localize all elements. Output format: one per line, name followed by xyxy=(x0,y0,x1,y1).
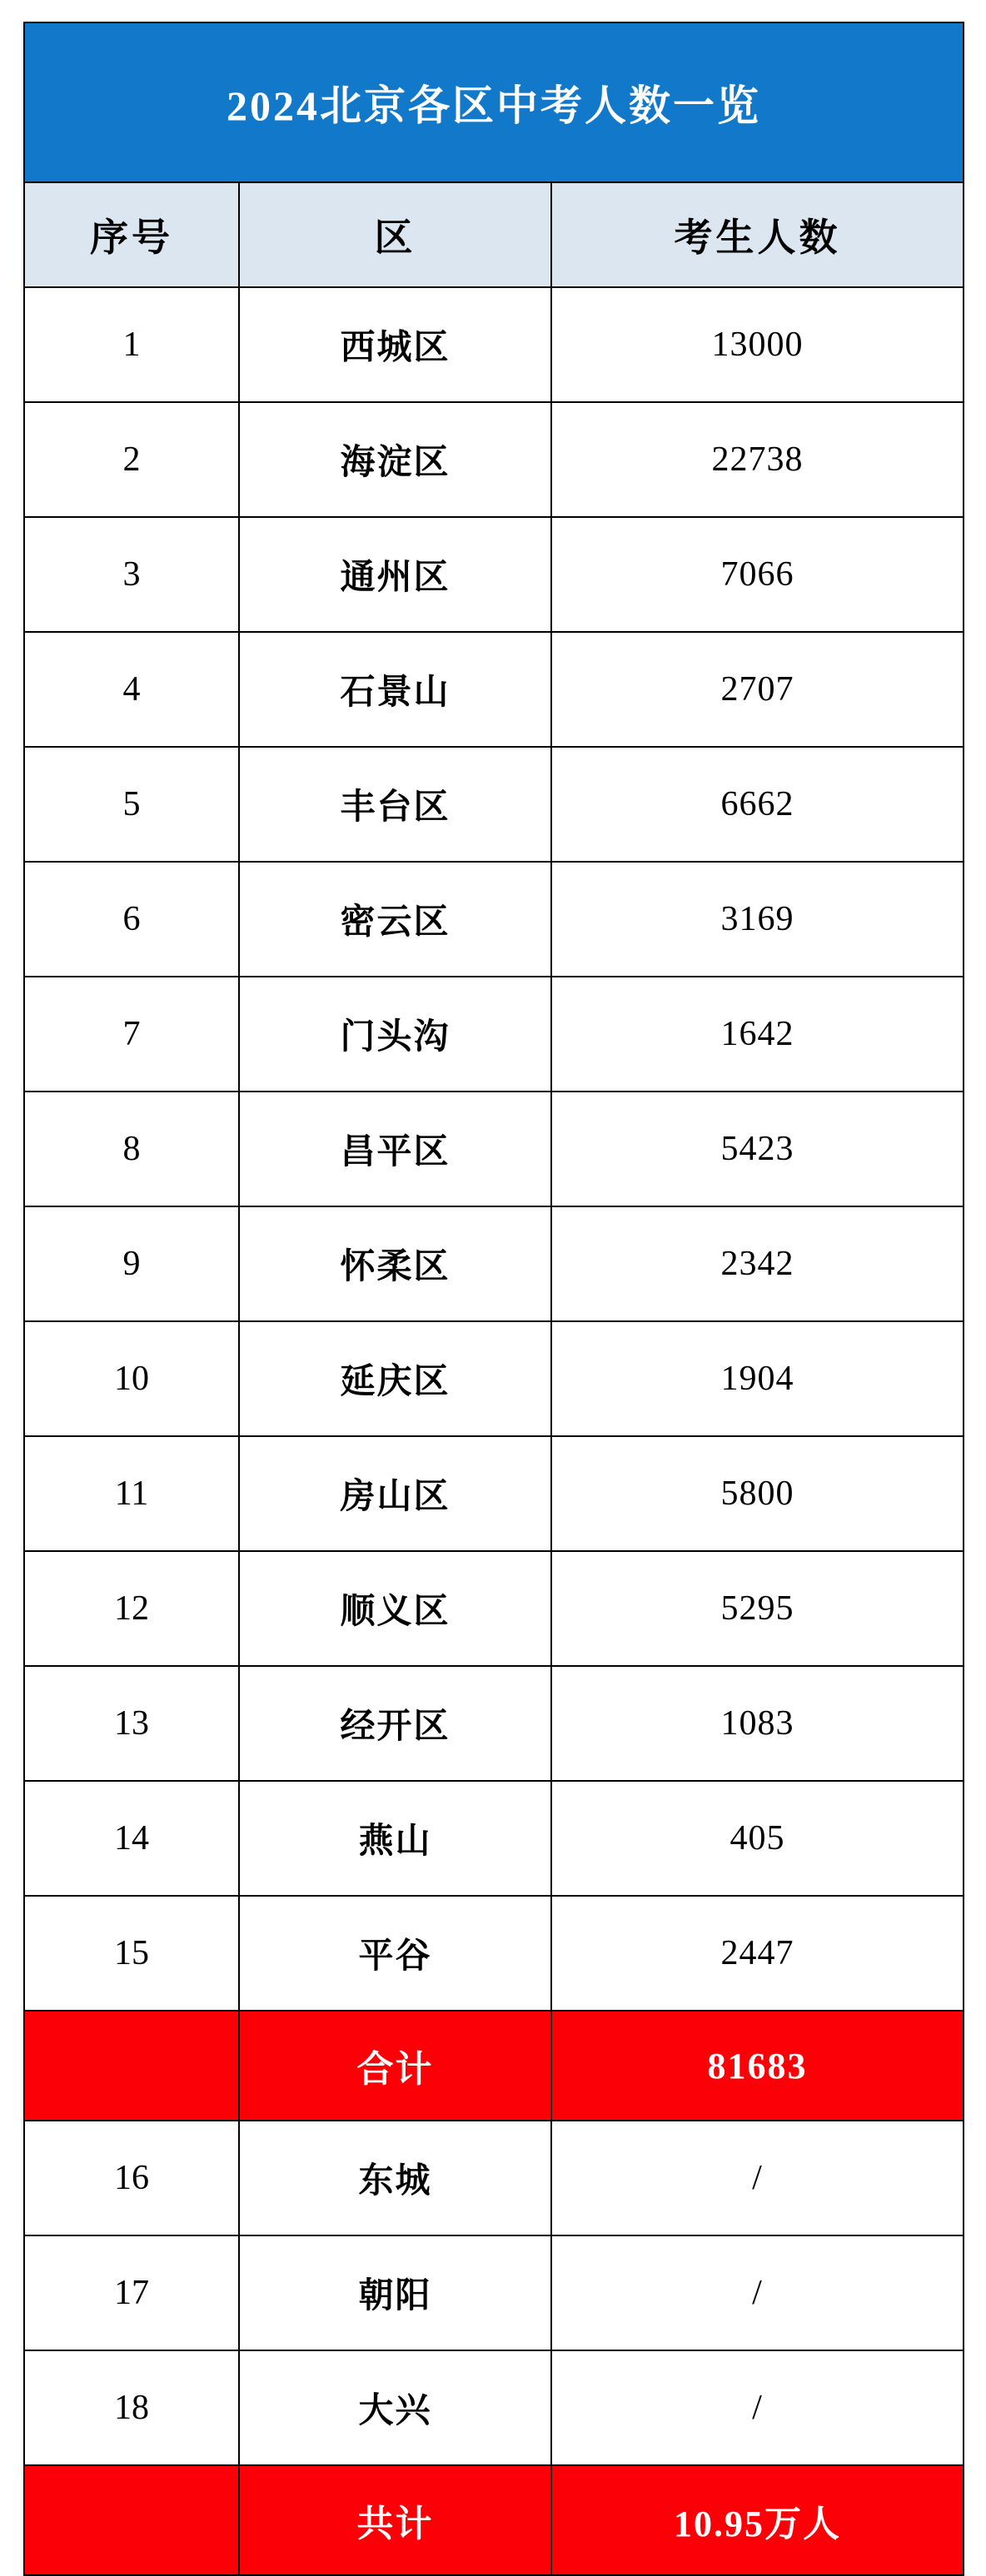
exam-candidates-table xyxy=(23,22,964,2576)
row-district: 昌平区 xyxy=(239,1092,551,1206)
row-district: 丰台区 xyxy=(239,747,551,862)
row-count: 2447 xyxy=(551,1896,964,2011)
row-index: 2 xyxy=(24,402,239,517)
table-row xyxy=(24,862,964,977)
row-count: 2707 xyxy=(551,632,964,747)
table-row xyxy=(24,287,964,402)
table-row xyxy=(24,517,964,632)
table-row xyxy=(24,1092,964,1206)
row-count: 3169 xyxy=(551,862,964,977)
row-index: 10 xyxy=(24,1321,239,1436)
row-count: 2342 xyxy=(551,1206,964,1321)
row-count: 6662 xyxy=(551,747,964,862)
row-district: 西城区 xyxy=(239,287,551,402)
grandtotal-index xyxy=(24,2465,239,2575)
row-index: 4 xyxy=(24,632,239,747)
row-district: 通州区 xyxy=(239,517,551,632)
row-count: 13000 xyxy=(551,287,964,402)
table-row xyxy=(24,402,964,517)
row-index: 16 xyxy=(24,2121,239,2235)
row-count: 1083 xyxy=(551,1666,964,1781)
row-index: 6 xyxy=(24,862,239,977)
table-row xyxy=(24,1206,964,1321)
table-row xyxy=(24,747,964,862)
row-district: 怀柔区 xyxy=(239,1206,551,1321)
row-index: 12 xyxy=(24,1551,239,1666)
subtotal-label: 合计 xyxy=(239,2011,551,2121)
table-row xyxy=(24,2350,964,2465)
row-count: 405 xyxy=(551,1781,964,1896)
table-row xyxy=(24,1321,964,1436)
table-row xyxy=(24,2235,964,2350)
row-count: / xyxy=(551,2350,964,2465)
row-index: 8 xyxy=(24,1092,239,1206)
column-header-index: 序号 xyxy=(24,182,239,287)
row-index: 5 xyxy=(24,747,239,862)
row-index: 11 xyxy=(24,1436,239,1551)
row-district: 燕山 xyxy=(239,1781,551,1896)
row-count: 22738 xyxy=(551,402,964,517)
column-header-district: 区 xyxy=(239,182,551,287)
row-count: 5423 xyxy=(551,1092,964,1206)
row-count: 5800 xyxy=(551,1436,964,1551)
row-district: 顺义区 xyxy=(239,1551,551,1666)
column-header-count: 考生人数 xyxy=(551,182,964,287)
row-index: 3 xyxy=(24,517,239,632)
grandtotal-count: 10.95万人 xyxy=(551,2465,964,2575)
grandtotal-row xyxy=(24,2465,964,2575)
row-district: 门头沟 xyxy=(239,977,551,1092)
table-row xyxy=(24,1896,964,2011)
table-row xyxy=(24,1436,964,1551)
row-index: 1 xyxy=(24,287,239,402)
row-district: 朝阳 xyxy=(239,2235,551,2350)
row-count: 1904 xyxy=(551,1321,964,1436)
row-count: / xyxy=(551,2121,964,2235)
row-district: 密云区 xyxy=(239,862,551,977)
table-title: 2024北京各区中考人数一览 xyxy=(24,22,964,182)
grandtotal-label: 共计 xyxy=(239,2465,551,2575)
row-count: 5295 xyxy=(551,1551,964,1666)
row-district: 石景山 xyxy=(239,632,551,747)
row-district: 东城 xyxy=(239,2121,551,2235)
row-district: 大兴 xyxy=(239,2350,551,2465)
subtotal-index xyxy=(24,2011,239,2121)
row-count: / xyxy=(551,2235,964,2350)
row-index: 13 xyxy=(24,1666,239,1781)
table-row xyxy=(24,1781,964,1896)
table-row xyxy=(24,1551,964,1666)
row-index: 14 xyxy=(24,1781,239,1896)
row-district: 房山区 xyxy=(239,1436,551,1551)
row-district: 平谷 xyxy=(239,1896,551,2011)
table-row xyxy=(24,632,964,747)
row-district: 经开区 xyxy=(239,1666,551,1781)
table-row xyxy=(24,2121,964,2235)
row-count: 7066 xyxy=(551,517,964,632)
row-index: 15 xyxy=(24,1896,239,2011)
row-index: 9 xyxy=(24,1206,239,1321)
table-row xyxy=(24,1666,964,1781)
subtotal-count: 81683 xyxy=(551,2011,964,2121)
row-district: 海淀区 xyxy=(239,402,551,517)
row-index: 18 xyxy=(24,2350,239,2465)
row-index: 17 xyxy=(24,2235,239,2350)
subtotal-row xyxy=(24,2011,964,2121)
table-title-row xyxy=(24,22,964,182)
row-count: 1642 xyxy=(551,977,964,1092)
row-index: 7 xyxy=(24,977,239,1092)
row-district: 延庆区 xyxy=(239,1321,551,1436)
table-row xyxy=(24,977,964,1092)
table-header-row xyxy=(24,182,964,287)
